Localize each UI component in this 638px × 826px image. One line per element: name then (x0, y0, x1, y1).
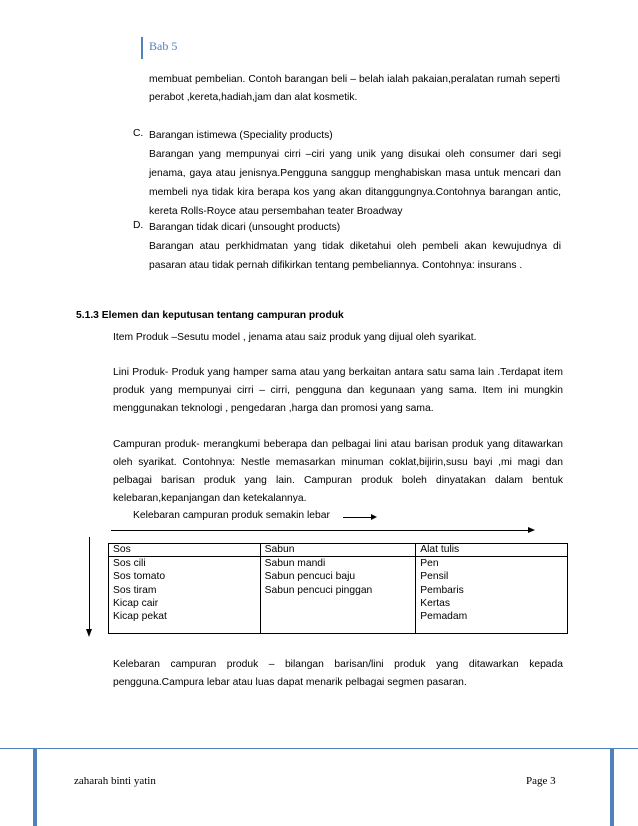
list-item: Sabun pencuci pinggan (264, 584, 373, 596)
table-header-cell: Sabun (260, 544, 416, 557)
list-item: Sos tiram (113, 584, 157, 596)
footer-page-number: Page 3 (526, 775, 556, 787)
length-arrow-line (89, 537, 90, 632)
width-arrow-line (111, 530, 531, 531)
list-item: Pemadam (420, 611, 468, 623)
list-item: Kertas (420, 597, 451, 609)
list-letter-d: D. (133, 220, 144, 231)
list-item: Sabun mandi (264, 558, 326, 569)
table-cell-alat-tulis (416, 557, 568, 634)
list-item: Pen (420, 558, 439, 569)
section-heading: 5.1.3 Elemen dan keputusan tentang campuran produk (76, 310, 344, 321)
table-header-row (109, 544, 568, 557)
paragraph-item-produk: Item Produk –Sesutu model , jenama atau saiz produk yang dijual oleh syarikat. (113, 332, 477, 343)
table-header-cell: Alat tulis (416, 544, 568, 557)
table-header-cell: Sos (109, 544, 261, 557)
continuation-paragraph: membuat pembelian. Contoh barangan beli – belah ialah pakaian,peralatan rumah seperti perabot ,kereta,hadiah,jam dan alat kosmetik. (149, 74, 560, 103)
width-arrow-label: Kelebaran campuran produk semakin lebar (133, 510, 330, 521)
paragraph-lini-produk: Lini Produk- Produk yang hamper sama atau yang berkaitan antara satu sama lain .Terdapat item produk yang mempunyai cirri – cirri, pengguna dan kegunaan yang sama. Item ini mungkin menggunakan teknologi , pengedaran ,harga dan promosi yang sama. (113, 367, 563, 414)
short-arrow-head-icon (371, 514, 377, 520)
list-item: Pembaris (420, 584, 464, 596)
header-accent-bar (141, 37, 143, 59)
width-arrow-head-icon (528, 527, 535, 533)
list-body-d: Barangan atau perkhidmatan yang tidak diketahui oleh pembeli akan kewujudnya di pasaran atau tidak pernah difikirkan tentang pembeliannya. Contohnya: insurans . (149, 241, 561, 271)
chapter-label: Bab 5 (149, 39, 178, 53)
list-item: Pensil (420, 571, 449, 583)
footer-author: zaharah binti yatin (74, 775, 156, 787)
list-item: Sos cili (113, 558, 146, 569)
list-item: Kicap cair (113, 597, 159, 609)
list-letter-c: C. (133, 128, 144, 139)
product-mix-table (108, 543, 568, 634)
footer-frame (33, 748, 614, 826)
table-row (109, 557, 568, 634)
table-cell-sabun (260, 557, 416, 634)
paragraph-campuran-produk: Campuran produk- merangkumi beberapa dan pelbagai lini atau barisan produk yang ditawarkan oleh syarikat. Contohnya: Nestle memasarkan minuman coklat,bijirin,susu bayi ,mi magi dan pelbagai barisan produk yang lain. Campuran produk boleh dinyatakan dalam bentuk kelebaran,kepanjangan dan ketekalannya. (113, 439, 563, 504)
list-item: Kicap pekat (113, 611, 167, 623)
list-title-d: Barangan tidak dicari (unsought products) (149, 222, 341, 233)
length-arrow-head-icon (86, 629, 92, 637)
list-item: Sos tomato (113, 571, 166, 583)
list-body-c: Barangan yang mempunyai cirri –ciri yang unik yang disukai oleh consumer dari segi jenama, gaya atau jenisnya.Pengguna sanggup menghabiskan masa untuk mencari dan membeli nya tidak kira berapa kos yang akan ditanggungnya.Contohnya barangan antic, kereta Rolls-Royce atau persembahan teater Broadway (149, 149, 561, 217)
list-title-c: Barangan istimewa (Speciality products) (149, 130, 333, 141)
closing-paragraph: Kelebaran campuran produk – bilangan barisan/lini produk yang ditawarkan kepada pengguna.Campura lebar atau luas dapat menarik pelbagai segmen pasaran. (113, 659, 563, 688)
table-cell-sos (109, 557, 261, 634)
list-item: Sabun pencuci baju (264, 571, 356, 583)
